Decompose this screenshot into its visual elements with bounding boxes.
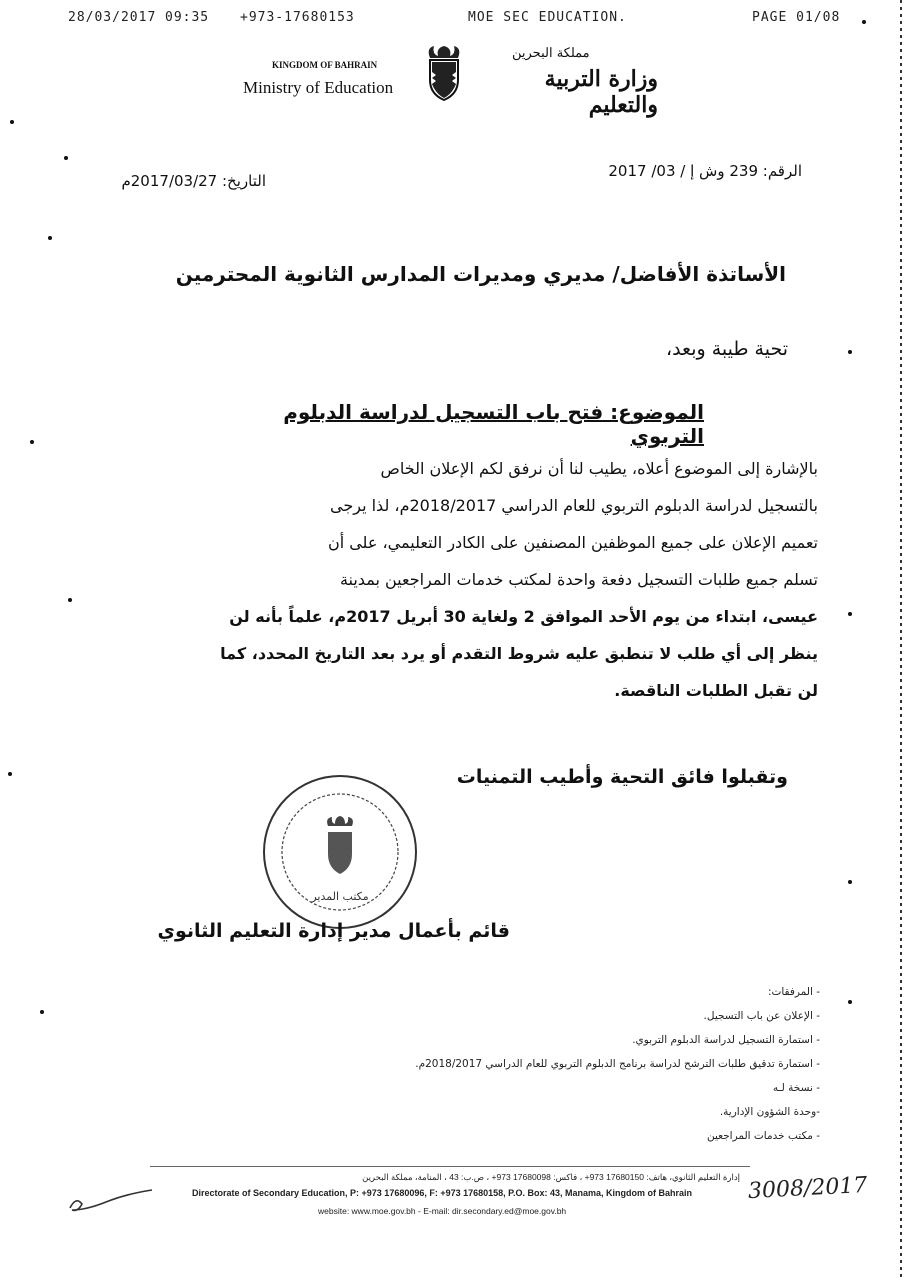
- footer-divider: [150, 1166, 750, 1167]
- attachment-item: - استمارة تدقيق طلبات الترشح لدراسة برنامج الدبلوم التربوي للعام الدراسي 2018/2017م.: [415, 1058, 820, 1070]
- ministry-en: Ministry of Education: [243, 78, 394, 97]
- fax-sender: MOE SEC EDUCATION.: [468, 10, 627, 25]
- closing: وتقبلوا فائق التحية وأطيب التمنيات: [456, 766, 788, 788]
- kingdom-ar: مملكة البحرين: [512, 46, 590, 61]
- attachment-item: -وحدة الشؤون الإدارية.: [719, 1106, 820, 1118]
- kingdom-en: KINGDOM OF BAHRAIN: [272, 60, 378, 70]
- body-line: بالتسجيل لدراسة الدبلوم التربوي للعام الدراسي 2018/2017م، لذا يرجى: [330, 496, 818, 515]
- body-line: بالإشارة إلى الموضوع أعلاه، يطيب لنا أن نرفق لكم الإعلان الخاص: [380, 459, 818, 478]
- attachment-item: - نسخة لـه: [772, 1082, 820, 1094]
- body-line: تسلم جميع طلبات التسجيل دفعة واحدة لمكتب خدمات المراجعين بمدينة: [339, 570, 818, 589]
- scan-speck: [10, 120, 14, 124]
- greeting: تحية طيبة وبعد،: [665, 338, 788, 360]
- official-stamp-icon: [255, 770, 425, 935]
- footer-line-web: website: www.moe.gov.bh - E-mail: dir.secondary.ed@moe.gov.bh: [318, 1206, 567, 1216]
- bahrain-emblem-icon: [424, 44, 464, 102]
- scan-speck: [30, 440, 34, 444]
- ministry-ar: وزارة التربية والتعليم: [544, 66, 658, 118]
- handwritten-reference: 3008/2017: [747, 1172, 868, 1205]
- fax-date: 28/03/2017: [68, 10, 157, 25]
- addressee: الأساتذة الأفاضل/ مديري ومديرات المدارس الثانوية المحترمين: [175, 262, 786, 286]
- body-line-bold: ينظر إلى أي طلب لا تنطبق عليه شروط التقدم أو يرد بعد التاريخ المحدد، كما: [220, 644, 818, 663]
- scan-speck: [68, 598, 72, 602]
- scan-speck: [8, 772, 12, 776]
- reference-number: الرقم: 239 وش إ / 03/ 2017: [608, 162, 802, 180]
- attachment-item: - استمارة التسجيل لدراسة الدبلوم التربوي.: [632, 1034, 820, 1046]
- handwritten-mark-icon: [66, 1186, 156, 1216]
- letter-body: [98, 450, 818, 709]
- scan-speck: [848, 1000, 852, 1004]
- footer-line-ar: إدارة التعليم الثانوي، هاتف: 17680150 973+ ، فاكس: 17680098 973+ ، ص.ب: 43 ، المنامة، مملكة البحرين: [362, 1172, 740, 1182]
- scan-speck: [848, 880, 852, 884]
- attachments-heading: - المرفقات:: [767, 986, 820, 998]
- attachment-item: - مكتب خدمات المراجعين: [706, 1130, 820, 1142]
- fax-time: 09:35: [165, 10, 210, 25]
- body-line-bold: لن تقبل الطلبات الناقصة.: [614, 681, 818, 700]
- footer-line-en: Directorate of Secondary Education, P: +973 17680096, F: +973 17680158, P.O. Box: 43, Manama, Kingdom of Bahrain: [192, 1188, 693, 1198]
- reference-date: التاريخ: 2017/03/27م: [121, 172, 266, 190]
- page-edge: [900, 0, 902, 1280]
- fax-phone: +973-17680153: [240, 10, 355, 25]
- scan-speck: [40, 1010, 44, 1014]
- scan-speck: [64, 156, 68, 160]
- stamp-text: مكتب المدير: [311, 890, 369, 903]
- fax-page: PAGE 01/08: [752, 10, 841, 25]
- scan-speck: [862, 20, 866, 24]
- subject: الموضوع: فتح باب التسجيل لدراسة الدبلوم التربوي: [283, 400, 704, 448]
- attachment-item: - الإعلان عن باب التسجيل.: [703, 1010, 820, 1022]
- body-line-bold: عيسى، ابتداء من يوم الأحد الموافق 2 ولغاية 30 أبريل 2017م، علماً بأنه لن: [229, 607, 818, 626]
- signature-title: قائم بأعمال مدير إدارة التعليم الثانوي: [157, 920, 510, 942]
- scan-speck: [848, 350, 852, 354]
- scan-speck: [848, 612, 852, 616]
- body-line: تعميم الإعلان على جميع الموظفين المصنفين على الكادر التعليمي، على أن: [327, 533, 818, 552]
- scan-speck: [48, 236, 52, 240]
